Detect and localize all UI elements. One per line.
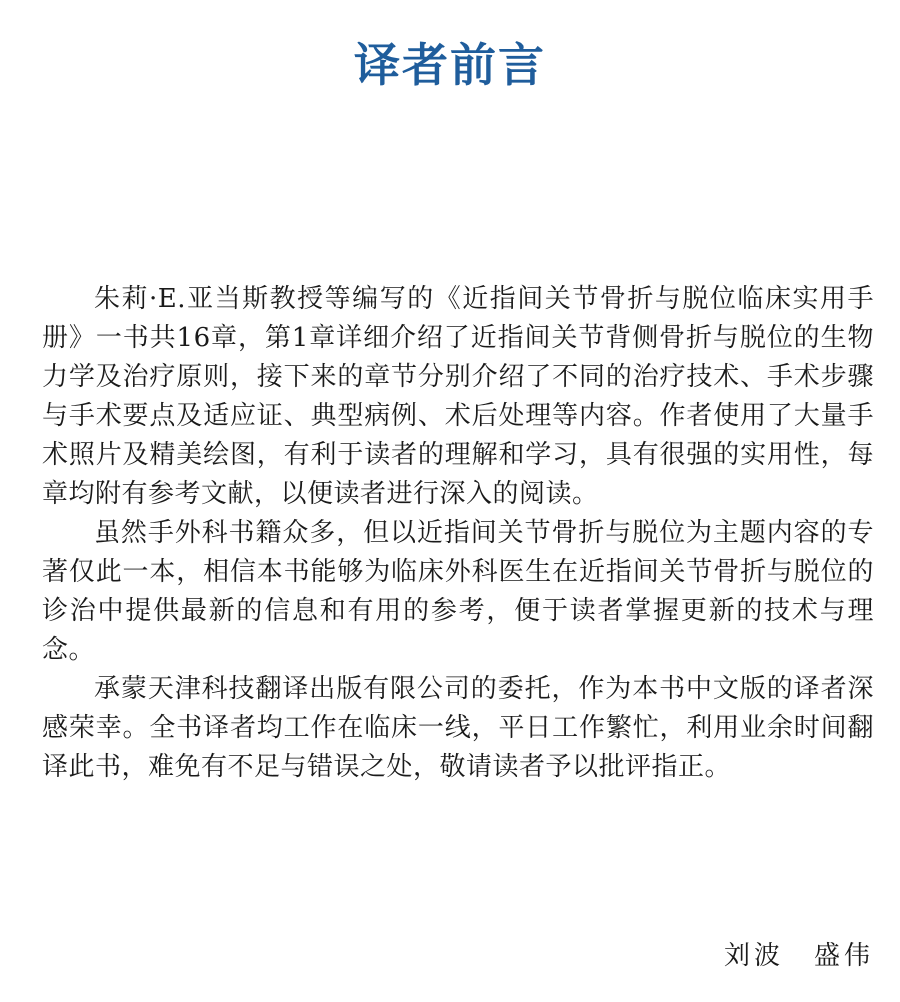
translator-signature	[724, 936, 874, 976]
paragraph-3: 承蒙天津科技翻译出版有限公司的委托，作为本书中文版的译者深感荣幸。全书译者均工作在临床一线，平日工作繁忙，利用业余时间翻译此书，难免有不足与错误之处，敬请读者予以批评指正。	[42, 674, 874, 782]
paragraph-1: 朱莉·E.亚当斯教授等编写的《近指间关节骨折与脱位临床实用手册》一书共16章，第1章详细介绍了近指间关节背侧骨折与脱位的生物力学及治疗原则，接下来的章节分别介绍了不同的治疗技术、手术步骤与手术要点及适应证、典型病例、术后处理等内容。作者使用了大量手术照片及精美绘图，有利于读者的理解和学习，具有很强的实用性，每章均附有参考文献，以便读者进行深入的阅读。	[42, 284, 874, 509]
translator-name-2: 盛伟	[813, 941, 874, 971]
translator-name-1: 刘波	[723, 941, 784, 971]
preface-body	[42, 280, 874, 787]
page-title: 译者前言	[354, 38, 546, 92]
paragraph-2: 虽然手外科书籍众多，但以近指间关节骨折与脱位为主题内容的专著仅此一本，相信本书能够为临床外科医生在近指间关节骨折与脱位的诊治中提供最新的信息和有用的参考，便于读者掌握更新的技术与理念。	[42, 518, 874, 665]
